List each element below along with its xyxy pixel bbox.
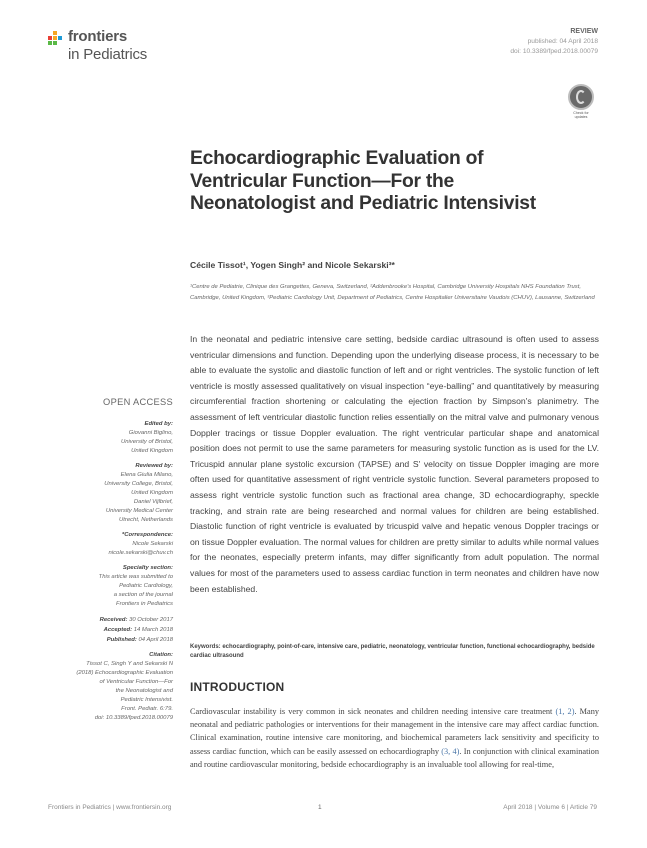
citation-line: Front. Pediatr. 6:79. <box>121 706 173 712</box>
logo-brand: frontiers <box>68 28 128 45</box>
accepted-row <box>40 625 173 635</box>
reviewer-line: Daniel Vijlbrief, <box>133 499 173 505</box>
logo-journal: in Pediatrics <box>68 46 148 63</box>
sidebar <box>40 420 173 729</box>
page-number: 1 <box>318 804 322 811</box>
doi[interactable]: doi: 10.3389/fped.2018.00079 <box>510 48 598 55</box>
editor-line: University of Bristol, <box>120 439 173 445</box>
citation-line: Tissot C, Singh Y and Sekarski N <box>86 661 173 667</box>
received-label: Received: <box>99 617 128 623</box>
published-row <box>40 635 173 645</box>
intro-text: . In conjunction with clinical examination and routine cardiovascular monitoring, bedside echocardiography is an invaluable tool allowing for real-time, <box>190 746 599 769</box>
intro-text: Cardiovascular instability is very common in sick neonates and children needing intensive care treatment <box>190 707 553 716</box>
open-access-label: OPEN ACCESS <box>103 397 173 407</box>
citation-line: Pediatric Intensivist. <box>120 697 173 703</box>
section-heading-introduction: INTRODUCTION <box>190 680 285 694</box>
edited-by-label: Edited by: <box>144 421 173 427</box>
specialty-line: Pediatric Cardiology, <box>119 583 173 589</box>
citation-link[interactable]: (1, 2) <box>555 707 575 716</box>
check-for-updates-badge[interactable] <box>566 84 596 119</box>
accepted-date: 14 March 2018 <box>133 627 173 633</box>
citation-line: (2018) Echocardiographic Evaluation <box>76 670 173 676</box>
introduction-body <box>190 705 599 771</box>
reviewer-line: United Kingdom <box>131 490 173 496</box>
keywords: Keywords: echocardiography, point-of-care, intensive care, pediatric, neonatology, ventricular function, functional echocardiography, bedside cardiac ultrasound <box>190 644 595 659</box>
editor-line: United Kingdom <box>131 448 173 454</box>
accepted-label: Accepted: <box>103 627 133 633</box>
published-label: Published: <box>106 637 137 643</box>
badge-line1: Check for <box>573 111 589 115</box>
affiliations: ¹Centre de Pediatrie, Clinique des Grangettes, Geneva, Switzerland, ²Addenbrooke's Hospital, Cambridge University Hospitals NHS Foundation Trust, Cambridge, United Kingdom, ³Pediatric Cardiology Unit, Department of Pediatrics, Centre Hospitalier Universitaire Vaudois (CHUV), Lausanne, Switzerland <box>190 284 595 301</box>
intro-text: . Many neonatal and pediatric pathologies or interventions for their management in the intensive care may affect cardiac function. Clinical examination, routine intensive care monitoring, and biochemical parameters lack sensitivity and specificity to assess cardiac function, which can be easily assessed on echocardiography <box>190 707 599 756</box>
specialty-line: This article was submitted to <box>98 574 173 580</box>
specialty-line: a section of the journal <box>113 592 173 598</box>
article-title: Echocardiographic Evaluation of Ventricular Function—For the Neonatologist and Pediatric Intensivist <box>190 148 536 214</box>
reviewer-line: University Medical Center <box>105 508 173 514</box>
footer-journal[interactable]: Frontiers in Pediatrics | www.frontiersin.org <box>48 804 172 811</box>
article-type: REVIEW <box>570 28 598 35</box>
citation-line: of Ventricular Function—For <box>99 679 173 685</box>
published-date: published: 04 April 2018 <box>527 38 598 45</box>
received-row <box>40 615 173 625</box>
footer-issue: April 2018 | Volume 6 | Article 79 <box>503 804 597 811</box>
specialty-line: Frontiers in Pediatrics <box>116 601 173 607</box>
specialty-label: Specialty section: <box>122 565 173 571</box>
citation-line: the Neonatologist and <box>115 688 173 694</box>
editor-line: Giovanni Biglino, <box>128 430 173 436</box>
article-meta <box>510 27 598 57</box>
citation-label: Citation: <box>149 652 173 658</box>
correspondence-name: Nicole Sekarski <box>132 541 173 547</box>
correspondence-email[interactable]: nicole.sekarski@chuv.ch <box>108 550 173 556</box>
journal-logo[interactable] <box>48 28 168 68</box>
citation-link[interactable]: (3, 4) <box>441 746 460 756</box>
correspondence-label: *Correspondence: <box>121 532 173 538</box>
abstract: In the neonatal and pediatric intensive care setting, bedside cardiac ultrasound is often used to assess ventricular dimensions and function. Depending upon the underlying disease process, it is necessary to be able to evaluate the systolic and diastolic function of left and or right ventricles. The systolic function of left ventricle is mostly assessed qualitatively on visual inspection “eye-balling” and quantitatively by measuring circumferential fraction shortening or calculating the ejection fraction by Simpson's planimetry. The assessment of left ventricular diastolic function relies essentially on the mitral valve and pulmonary venous Doppler tracings or tissue Doppler evaluation. The right ventricular particular shape and anatomical position does not permit to use the same parameters for measuring systolic function as is used for the LV. Tricuspid annular plane systolic excursion (TAPSE) and S' velocity on tissue Doppler imaging are more often used for quantitative assessment of right ventricle systolic function. Several parameters proposed to assess right ventricle systolic function such as fractional area change, 3D echocardiography, speckle tracking, and strain rate are being researched and normal values for children are being established. Diastolic function of right ventricle is evaluated by tricuspid valve and hepatic venous Doppler tracings or on tissue Doppler evaluation. The normal values for children are pretty similar to adults while normal values for the neonates, especially preterm infants, may differ significantly from adult population. The normal values for most of the parameters used to assess cardiac function in term neonates and children have now been established. <box>190 334 599 594</box>
reviewed-by-label: Reviewed by: <box>135 463 173 469</box>
authors: Cécile Tissot¹, Yogen Singh² and Nicole Sekarski³* <box>190 260 395 270</box>
received-date: 30 October 2017 <box>129 617 173 623</box>
reviewer-line: Utrecht, Netherlands <box>118 517 173 523</box>
citation-doi[interactable]: doi: 10.3389/fped.2018.00079 <box>94 715 173 721</box>
refresh-icon <box>568 84 594 110</box>
reviewer-line: Elena Giulia Milano, <box>120 472 173 478</box>
badge-line2: updates <box>574 115 588 119</box>
frontiers-logo-icon <box>48 30 66 48</box>
published-date-sidebar: 04 April 2018 <box>138 637 173 643</box>
reviewer-line: University College, Bristol, <box>104 481 173 487</box>
